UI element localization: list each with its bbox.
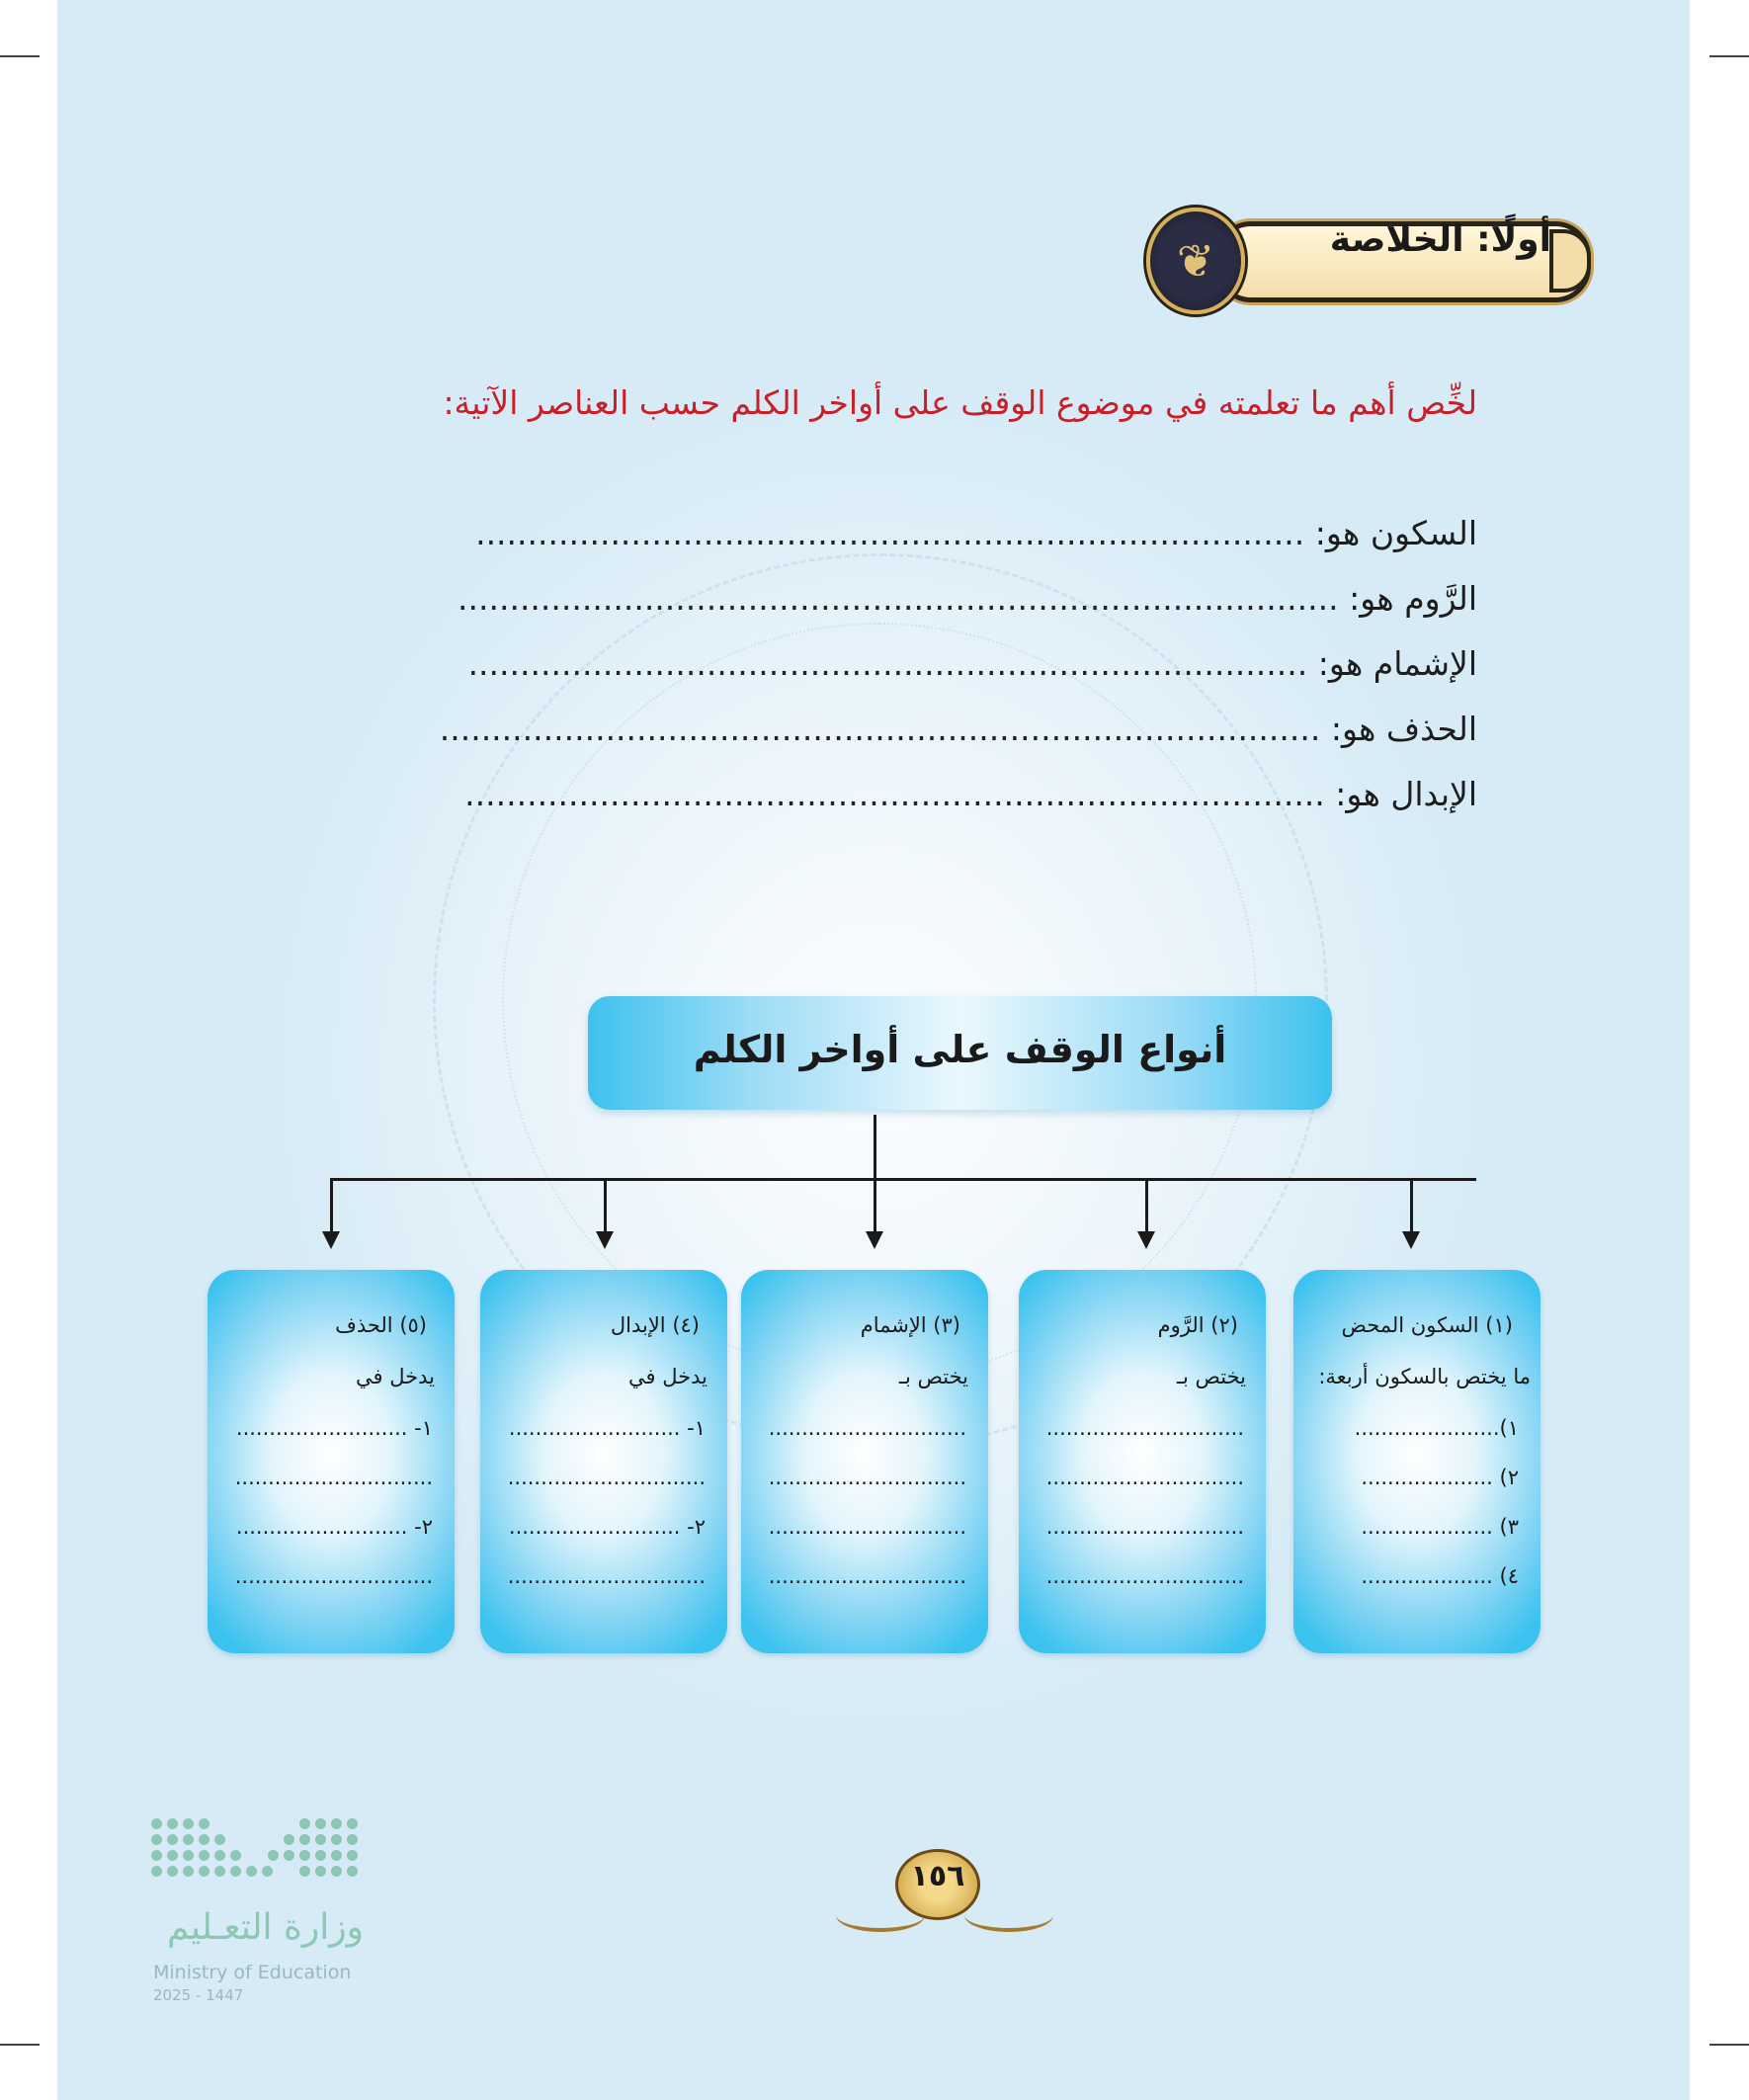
card-heading: (٢) الرَّوم [1157,1313,1238,1337]
definition-rawm [458,579,1477,618]
connector-line [330,1178,333,1233]
definition-label: الرَّوم هو: [1349,579,1477,618]
answer-blank[interactable]: ..................................................................................... [439,710,1321,748]
connector-line [874,1178,876,1233]
answer-blank[interactable]: ٢- .......................... [508,1515,706,1539]
ministry-logo [151,1818,398,2006]
crop-mark [0,2044,40,2046]
grape-vine-icon: ❦ [1146,208,1245,314]
answer-blank[interactable]: .............................. [768,1564,966,1588]
answer-blank[interactable]: .............................. [768,1515,966,1539]
arrow-down-icon [1137,1231,1155,1249]
card-sukun [1293,1270,1541,1653]
answer-blank[interactable]: ٤) .................... [1361,1564,1519,1588]
definition-ibdal [464,775,1477,813]
answer-blank[interactable]: .............................. [234,1564,433,1588]
definition-ishmam [468,644,1477,683]
answer-blank[interactable]: .............................. [768,1466,966,1489]
card-heading: (٤) الإبدال [610,1313,700,1337]
definition-label: الإشمام هو: [1317,644,1477,683]
arrow-down-icon [322,1231,340,1249]
page-number-ornament [836,1843,1073,1952]
section-header-badge [1126,208,1591,306]
card-heading: (١) السكون المحض [1341,1313,1513,1337]
card-heading: (٥) الحذف [335,1313,427,1337]
connector-line [1410,1178,1413,1233]
answer-blank[interactable]: ................................................................................... [464,775,1325,813]
answer-blank[interactable]: ٣) .................... [1361,1515,1519,1539]
answer-blank[interactable]: .............................. [1045,1564,1244,1588]
workbook-page [57,0,1690,2100]
answer-blank[interactable]: ٢) .................... [1361,1466,1519,1489]
diagram-title: أنواع الوقف على أواخر الكلم [693,1028,1227,1071]
section-title: أولًا: الخلاصة [1329,219,1551,260]
answer-blank[interactable]: .............................. [768,1416,966,1440]
page-number: ١٥٦ [910,1859,965,1893]
logo-year-text: 2025 - 1447 [153,1986,244,2004]
connector-line [604,1178,607,1233]
arrow-down-icon [866,1231,883,1249]
answer-blank[interactable]: ................................................................................ [475,514,1305,552]
crop-mark [1709,55,1749,57]
answer-blank[interactable]: .............................. [1045,1515,1244,1539]
definition-sukun [475,514,1477,552]
logo-arabic-text: وزارة التعـليم [167,1907,364,1948]
answer-blank[interactable]: ١- .......................... [508,1416,706,1440]
card-subtitle: يختص بـ [898,1365,968,1388]
connector-line [874,1115,876,1179]
instruction-text: لخِّص أهم ما تعلمته في موضوع الوقف على أواخر الكلم حسب العناصر الآتية: [443,383,1477,422]
card-subtitle: يدخل في [628,1365,708,1388]
answer-blank[interactable]: ١)...................... [1354,1416,1519,1440]
arrow-down-icon [596,1231,614,1249]
connector-line [1145,1178,1148,1233]
answer-blank[interactable]: ................................................................................. [467,644,1308,683]
connector-line [330,1178,1476,1181]
definition-label: الحذف هو: [1330,710,1477,748]
diagram-root-box [588,996,1332,1110]
definition-hadhf [440,710,1477,748]
answer-blank[interactable]: ١- .......................... [235,1416,433,1440]
answer-blank[interactable]: .............................. [1045,1416,1244,1440]
card-ibdal [480,1270,727,1653]
card-heading: (٣) الإشمام [860,1313,960,1337]
card-rawm [1019,1270,1266,1653]
definition-label: السكون هو: [1314,514,1477,552]
answer-blank[interactable]: .............................. [507,1466,706,1489]
card-ishmam [741,1270,988,1653]
card-subtitle: يختص بـ [1176,1365,1246,1388]
card-subtitle: يدخل في [356,1365,435,1388]
definition-label: الإبدال هو: [1335,775,1477,813]
answer-blank[interactable]: .............................. [1045,1466,1244,1489]
logo-english-text: Ministry of Education [153,1962,352,1983]
answer-blank[interactable]: .............................. [507,1564,706,1588]
ornament-swirl [964,1898,1053,1932]
card-subtitle: ما يختص بالسكون أربعة: [1318,1365,1531,1388]
crop-mark [1709,2044,1749,2046]
card-hadhf [208,1270,455,1653]
answer-blank[interactable]: ..................................................................................... [458,579,1339,618]
crop-mark [0,55,40,57]
arrow-down-icon [1402,1231,1420,1249]
answer-blank[interactable]: .............................. [234,1466,433,1489]
answer-blank[interactable]: ٢- .......................... [235,1515,433,1539]
